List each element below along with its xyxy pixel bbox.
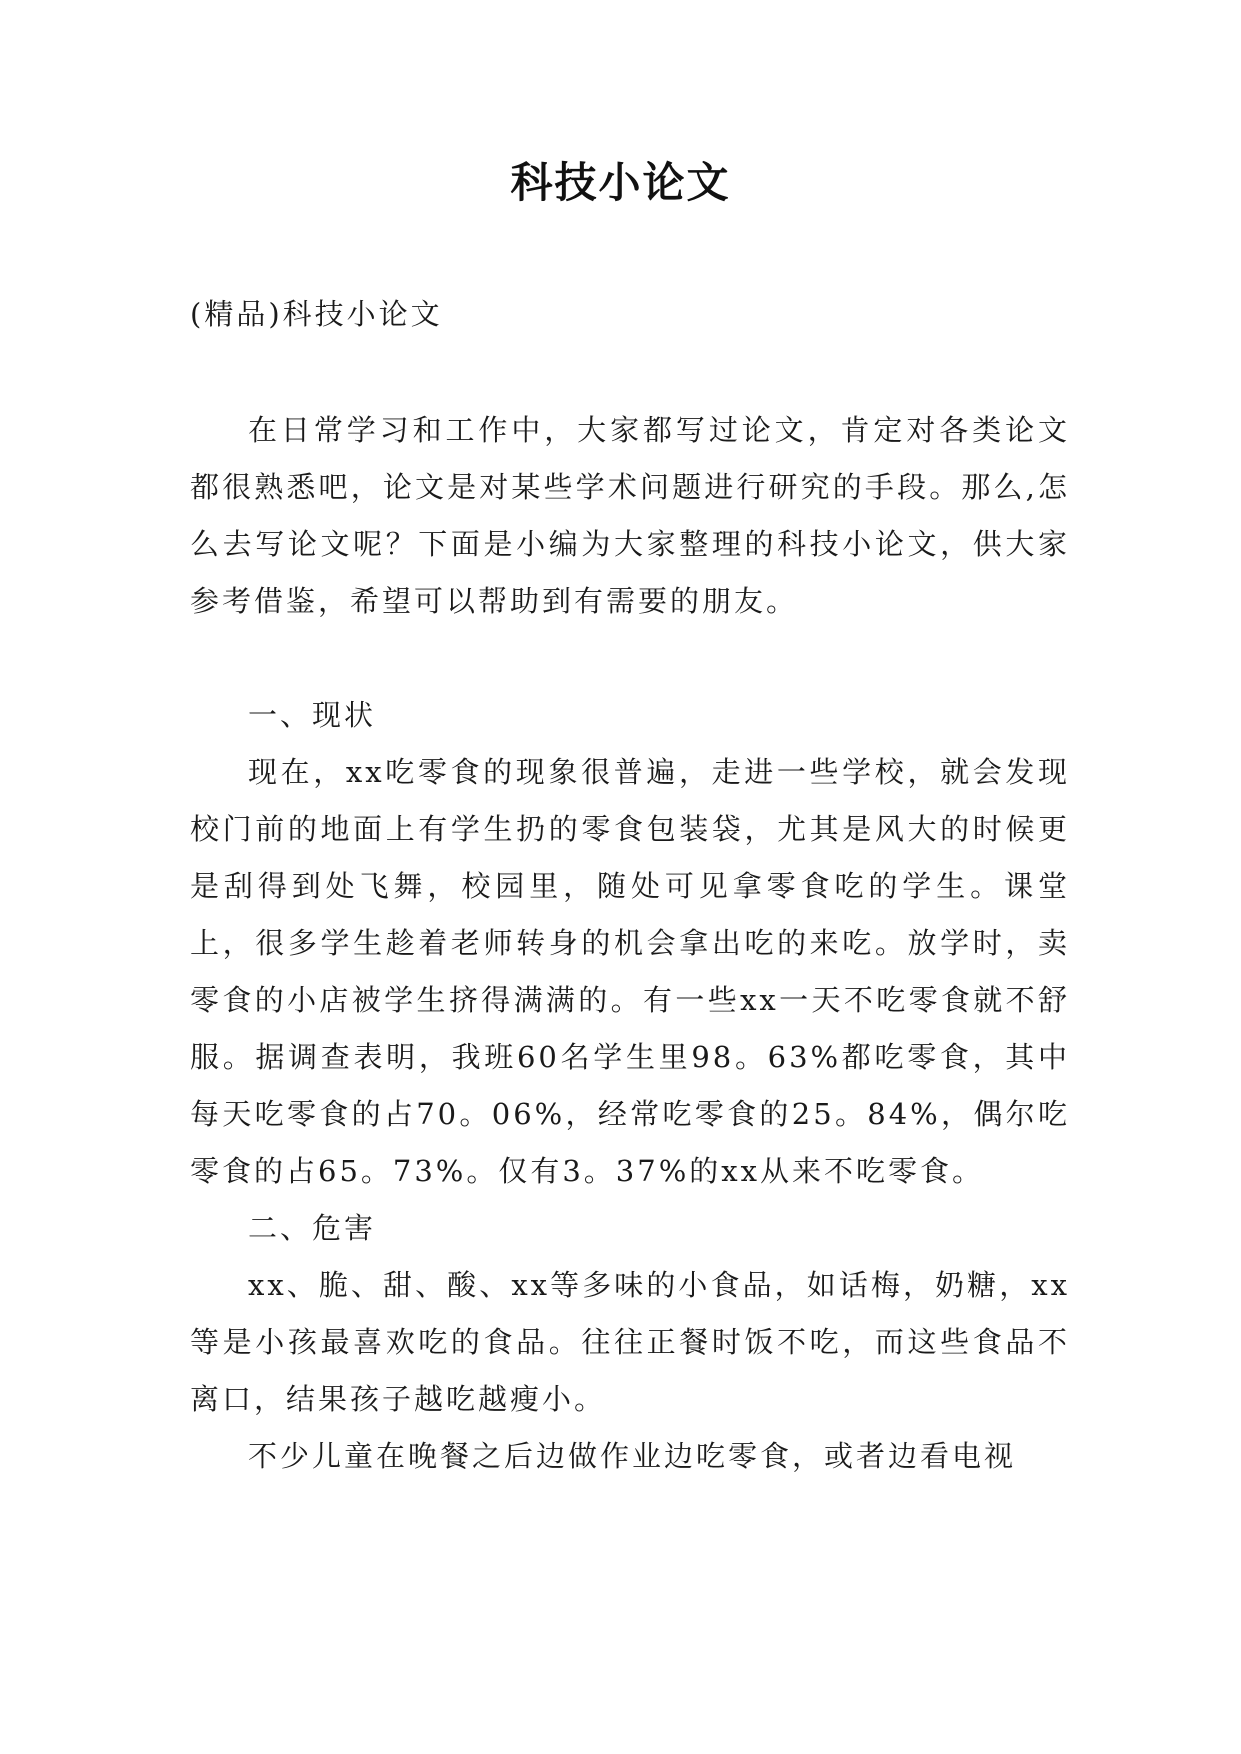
document-subtitle: (精品)科技小论文 xyxy=(190,297,443,331)
section2-paragraph-2: 不少儿童在晚餐之后边做作业边吃零食，或者边看电视 xyxy=(248,1439,1017,1473)
section2-heading: 二、危害 xyxy=(248,1211,377,1245)
section2-paragraph-1: xx、脆、甜、酸、xx等多味的小食品，如话梅，奶糖，xx等是小孩最喜欢吃的食品。往往正餐时饭不吃，而这些食品不离口，结果孩子越吃越瘦小。 xyxy=(190,1268,1070,1416)
section1-paragraph: 现在，xx吃零食的现象很普遍，走进一些学校，就会发现校门前的地面上有学生扔的零食包装袋，尤其是风大的时候更是刮得到处飞舞，校园里，随处可见拿零食吃的学生。课堂上，很多学生趁着老师转身的机会拿出吃的来吃。放学时，卖零食的小店被学生挤得满满的。有一些xx一天不吃零食就不舒服。据调查表明，我班60名学生里98。63%都吃零食，其中每天吃零食的占70。06%，经常吃零食的25。84%，偶尔吃零食的占65。73%。仅有3。37%的xx从来不吃零食。 xyxy=(190,755,1070,1188)
document-title: 科技小论文 xyxy=(510,158,731,207)
document-body xyxy=(190,402,1070,1485)
paragraph-spacer xyxy=(190,630,1070,687)
section1-heading: 一、现状 xyxy=(248,698,377,732)
intro-paragraph: 在日常学习和工作中，大家都写过论文，肯定对各类论文都很熟悉吧，论文是对某些学术问题进行研究的手段。那么,怎么去写论文呢？下面是小编为大家整理的科技小论文，供大家参考借鉴，希望可以帮助到有需要的朋友。 xyxy=(190,413,1070,618)
